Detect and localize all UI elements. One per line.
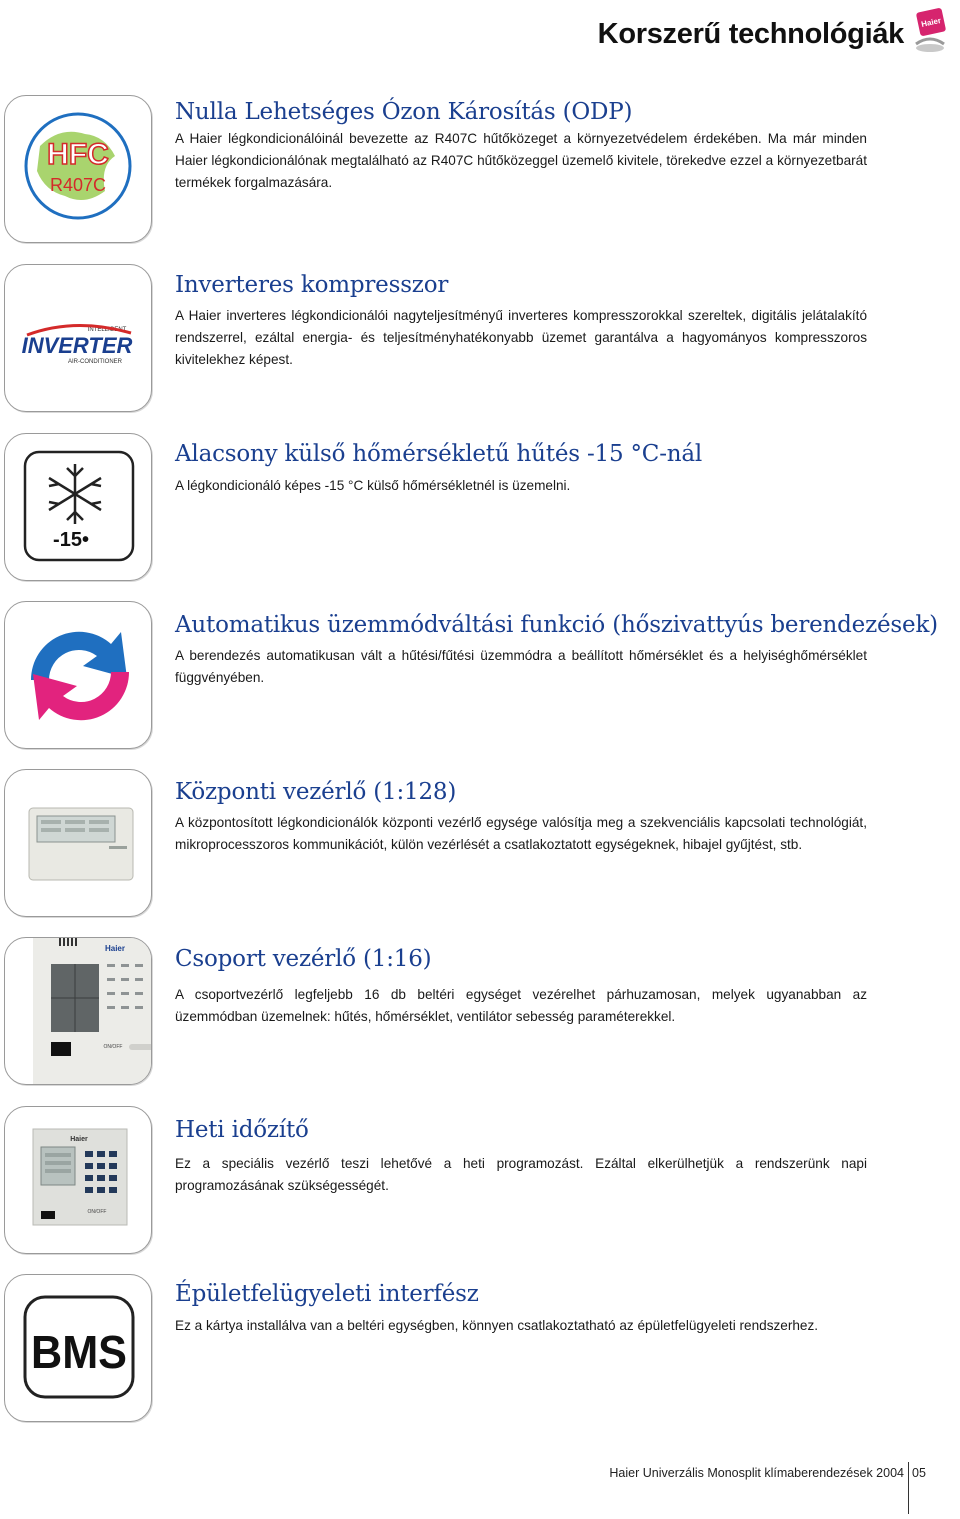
hfc-r407c-icon-box bbox=[4, 95, 152, 243]
section-body-inverter: A Haier inverteres légkondicionálói nagyteljesítményű inverteres kompresszorokkal szereltek, digitális jelátalakító rendszerrel, ezáltal energia- és teljesítményhatékonyabb üzemet garantálva a hagyományos kompresszoros kivitelekhez képest. bbox=[175, 308, 867, 367]
haier-brand-label: Haier bbox=[104, 944, 126, 953]
intelligent-label: INTELLIGENT bbox=[87, 327, 127, 333]
section-title-odp: Nulla Lehetséges Ózon Károsítás (ODP) bbox=[175, 99, 633, 125]
weekly-timer-icon-box bbox=[4, 1106, 152, 1254]
section-body-weekly-timer: Ez a speciális vezérlő teszi lehetővé a heti programozást. Ezáltal elkerülhetjük a rendszerünk napi programozásának szükségességét. bbox=[175, 1156, 867, 1193]
central-controller-icon-box bbox=[4, 769, 152, 917]
bms-icon-box bbox=[4, 1274, 152, 1422]
logo-text: Haier bbox=[920, 16, 942, 29]
section-body-auto-switch: A berendezés automatikusan vált a hűtési/fűtési üzemmódra a beállított hőmérséklet és a helyiséghőmérséklet függvényében. bbox=[175, 648, 867, 685]
haier-logo-icon bbox=[906, 4, 954, 54]
on-off-label: ON/OFF bbox=[103, 1044, 123, 1050]
section-title-bms: Épületfelügyeleti interfész bbox=[175, 1281, 479, 1307]
section-body-low-temp: A légkondicionáló képes -15 °C külső hőmérsékletnél is üzemelni. bbox=[175, 478, 571, 493]
hfc-r407c-icon bbox=[5, 96, 151, 242]
weekly-timer-icon bbox=[5, 1107, 151, 1253]
snowflake-icon bbox=[5, 434, 151, 580]
section-body-odp: A Haier légkondicionálóinál bevezette az R407C hűtőközeget a környezetvédelem érdekében. Ma már minden Haier légkondicionálónak megtalálható az R407C hűtőközeggel üzemelő kivitele, törekedve ezzel a környezetbarát termékek forgalmazására. bbox=[175, 131, 867, 190]
inverter-logo-icon bbox=[5, 265, 151, 411]
section-title-weekly-timer: Heti időzítő bbox=[175, 1117, 309, 1143]
section-title-central-controller: Központi vezérlő (1:128) bbox=[175, 779, 457, 805]
footer-text: Haier Univerzális Monosplit klímaberendezések 2004 bbox=[609, 1466, 904, 1480]
footer-divider bbox=[908, 1462, 909, 1514]
group-controller-icon bbox=[5, 938, 151, 1084]
section-title-inverter: Inverteres kompresszor bbox=[175, 272, 449, 298]
section-body-bms: Ez a kártya installálva van a beltéri egységben, könnyen csatlakoztatható az épületfelügyeleti rendszerhez. bbox=[175, 1318, 819, 1333]
inverter-icon-box bbox=[4, 264, 152, 412]
auto-switch-icon-box bbox=[4, 601, 152, 749]
inverter-label: INVERTER bbox=[21, 333, 133, 358]
section-title-group-controller: Csoport vezérlő (1:16) bbox=[175, 946, 432, 972]
section-title-auto-switch: Automatikus üzemmódváltási funkció (hőszivattyús berendezések) bbox=[175, 612, 938, 638]
bms-label: BMS bbox=[31, 1326, 127, 1378]
hfc-label: HFC bbox=[47, 138, 109, 171]
haier-brand-label: Haier bbox=[70, 1136, 88, 1143]
on-off-label: ON/OFF bbox=[87, 1209, 107, 1215]
page-title: Korszerű technológiák bbox=[597, 18, 904, 50]
auto-switch-arrows-icon bbox=[5, 602, 151, 748]
bms-icon bbox=[5, 1275, 151, 1421]
snowflake-icon-box bbox=[4, 433, 152, 581]
section-body-central-controller: A központosított légkondicionálók központi vezérlő egysége valósítja meg a szekvenciális kapcsolati technológiát, mikroprocesszoros kommunikációt, külön vezérlését a csatlakoztatott egységeknek, hibajel gyűjtést, stb. bbox=[175, 815, 867, 852]
section-title-low-temp: Alacsony külső hőmérsékletű hűtés -15 °C-nál bbox=[175, 441, 703, 467]
air-conditioner-label: AIR-CONDITIONER bbox=[68, 359, 122, 365]
r407c-label: R407C bbox=[49, 175, 107, 195]
section-body-group-controller: A csoportvezérlő legfeljebb 16 db beltéri egységet vezérelhet párhuzamosan, melyek ugyanabban az üzemmódban üzemelnek: hűtés, hőmérséklet, ventilátor sebesség paraméterekkel. bbox=[175, 987, 867, 1024]
central-controller-icon bbox=[5, 770, 151, 916]
minus-15-label: -15• bbox=[53, 529, 89, 551]
page-number: 05 bbox=[912, 1466, 926, 1480]
group-controller-icon-box bbox=[4, 937, 152, 1085]
